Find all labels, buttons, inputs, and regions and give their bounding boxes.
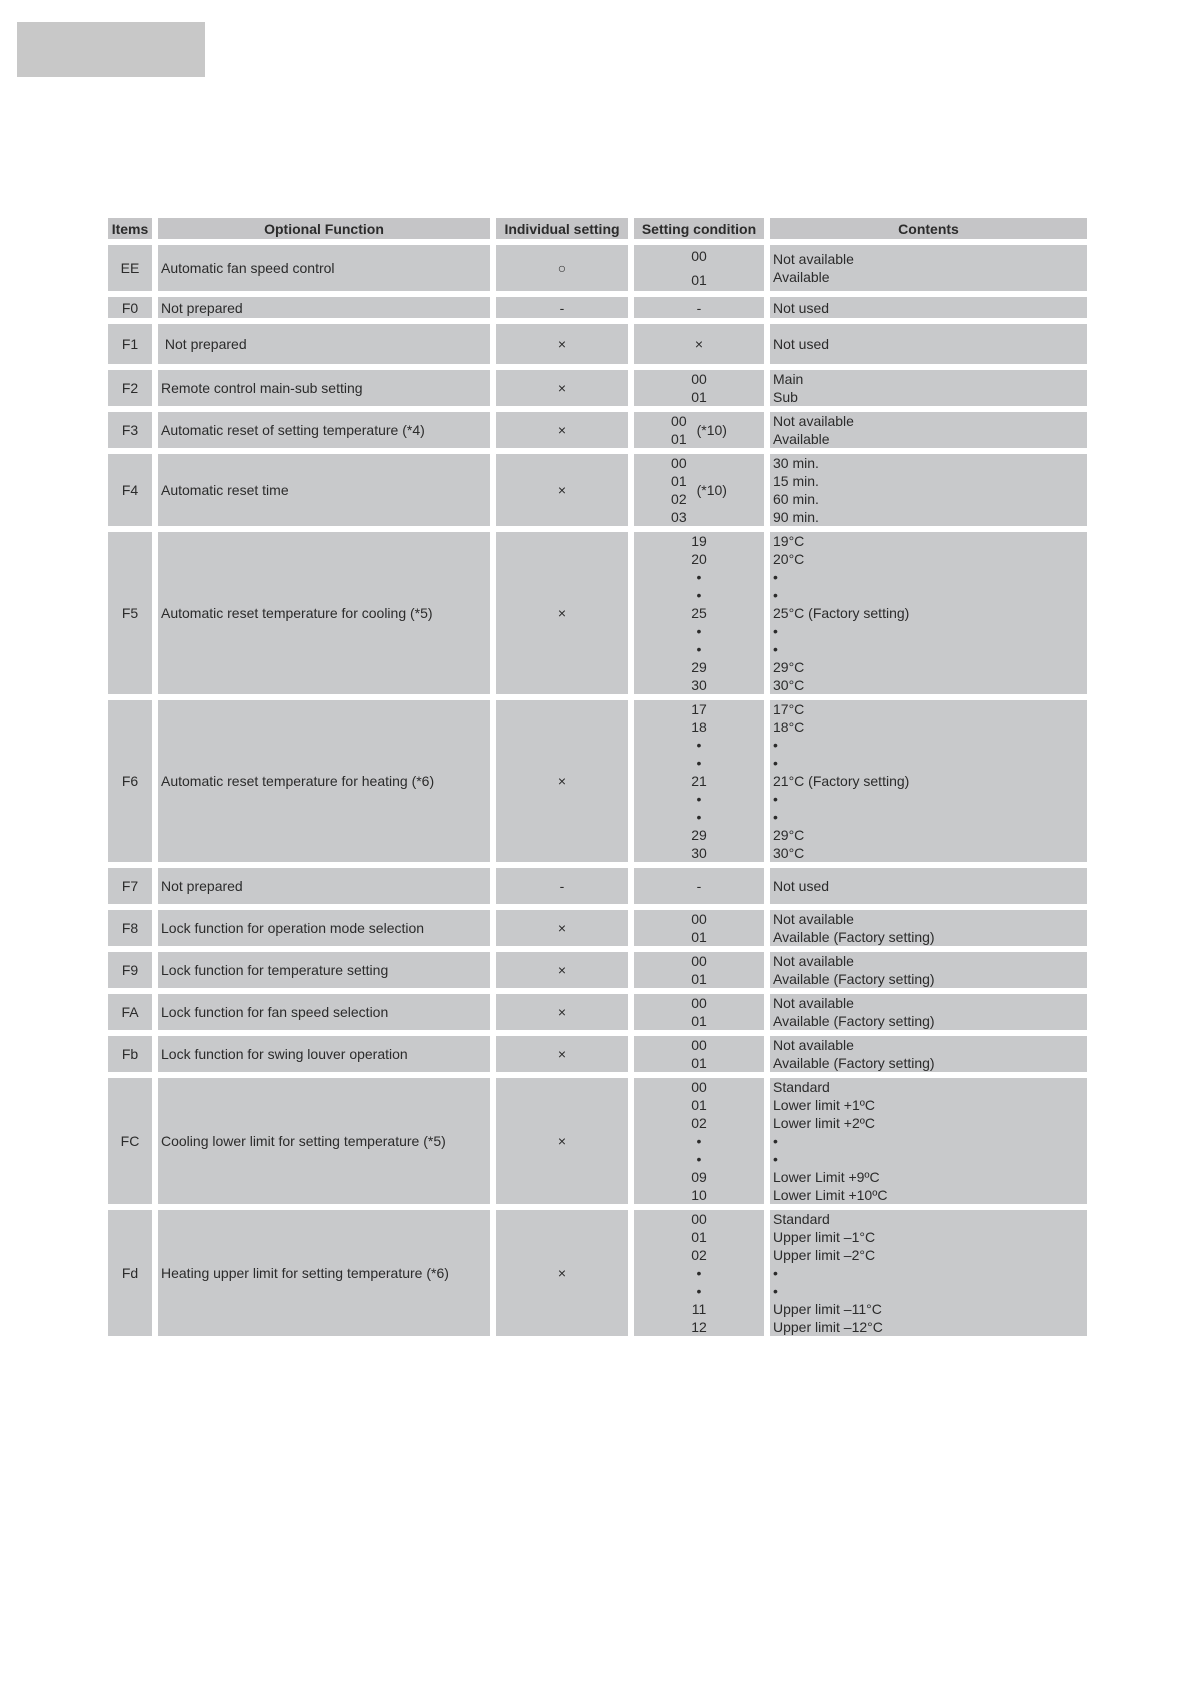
cell-individual-setting <box>496 910 628 946</box>
cell-line: Main <box>773 371 804 387</box>
cell-optional-function <box>158 868 490 904</box>
cell-line: 19°C <box>773 533 805 549</box>
cell-setting-condition <box>634 952 764 988</box>
cell-line: • <box>696 587 702 603</box>
cell-line: Sub <box>773 389 798 405</box>
cell-line: Available (Factory setting) <box>773 929 935 945</box>
cell-setting-condition <box>634 532 764 694</box>
cell-line: • <box>696 641 702 657</box>
cell-individual-setting <box>496 868 628 904</box>
cell-contents <box>770 297 1087 318</box>
cell-line: 02 <box>691 1247 707 1263</box>
cell-individual-setting <box>496 952 628 988</box>
cell-individual-setting <box>496 994 628 1030</box>
item-code: Fd <box>121 1265 139 1281</box>
cell-line: • <box>773 1265 778 1281</box>
cell-line: • <box>773 587 778 603</box>
cell-line: Upper limit –1°C <box>773 1229 876 1245</box>
cell-line: • <box>696 1283 702 1299</box>
cell-line: 20 <box>691 551 707 567</box>
item-code: F3 <box>121 422 139 438</box>
cell-item-code <box>108 952 152 988</box>
cell-setting-condition <box>634 454 764 526</box>
column-header-individual-setting: Individual setting <box>496 218 628 239</box>
cell-line: • <box>773 791 778 807</box>
cell-optional-function <box>158 324 490 364</box>
cell-line: • <box>773 1283 778 1299</box>
cell-contents <box>770 1078 1087 1204</box>
setting-footnote: (*10) <box>696 422 727 438</box>
cell-setting-condition <box>634 412 764 448</box>
cell-line: 00 <box>691 1037 707 1053</box>
cell-individual-setting <box>496 454 628 526</box>
cell-item-code <box>108 370 152 406</box>
item-code: F8 <box>121 920 139 936</box>
header-placeholder-box <box>17 22 205 77</box>
item-code: F1 <box>121 336 139 352</box>
cell-line: Lower Limit +10ºC <box>773 1187 888 1203</box>
cell-line: 01 <box>691 1055 707 1071</box>
cell-setting-condition <box>634 1210 764 1336</box>
cell-contents <box>770 412 1087 448</box>
cell-item-code <box>108 910 152 946</box>
cell-line: 30°C <box>773 677 805 693</box>
cell-line: 00 <box>691 1211 707 1227</box>
cell-individual-setting <box>496 700 628 862</box>
cell-line: Available (Factory setting) <box>773 1013 935 1029</box>
cell-line: • <box>696 791 702 807</box>
cell-contents <box>770 532 1087 694</box>
cell-line: 00 <box>691 953 707 969</box>
cell-line: 11 <box>691 1301 707 1317</box>
item-code: FC <box>120 1133 140 1149</box>
cell-line: • <box>696 623 702 639</box>
item-code: F7 <box>121 878 139 894</box>
cell-line: 01 <box>671 431 687 447</box>
function-label: Not prepared <box>161 878 243 894</box>
cell-individual-setting <box>496 532 628 694</box>
function-label: Lock function for swing louver operation <box>161 1046 408 1062</box>
cell-line: Available <box>773 431 830 447</box>
cell-line: • <box>696 809 702 825</box>
cell-line: • <box>773 623 778 639</box>
cell-optional-function <box>158 994 490 1030</box>
cell-line: • <box>773 1151 778 1167</box>
cell-line: 20°C <box>773 551 805 567</box>
function-label: Lock function for temperature setting <box>161 962 389 978</box>
individual-setting-mark: × <box>557 920 567 936</box>
cell-item-code <box>108 994 152 1030</box>
function-label: Lock function for operation mode selection <box>161 920 425 936</box>
cell-item-code <box>108 454 152 526</box>
function-label: Automatic reset temperature for heating (*6) <box>161 773 435 789</box>
cell-line: 19 <box>691 533 707 549</box>
function-label: Heating upper limit for setting temperature (*6) <box>161 1265 449 1281</box>
cell-line: Not available <box>773 1037 854 1053</box>
individual-setting-mark: × <box>557 962 567 978</box>
cell-line: 90 min. <box>773 509 819 525</box>
cell-line: Not used <box>773 299 830 316</box>
cell-line: • <box>773 641 778 657</box>
cell-individual-setting <box>496 245 628 291</box>
cell-line: Not available <box>773 413 854 429</box>
cell-line: • <box>696 569 702 585</box>
cell-line: 25°C (Factory setting) <box>773 605 910 621</box>
cell-line: 18 <box>691 719 707 735</box>
item-code: F5 <box>121 605 139 621</box>
cell-line: 01 <box>691 929 707 945</box>
item-code: F9 <box>121 962 139 978</box>
cell-contents <box>770 454 1087 526</box>
cell-line: 01 <box>671 473 687 489</box>
cell-line: Available <box>773 269 830 285</box>
cell-optional-function <box>158 532 490 694</box>
cell-optional-function <box>158 412 490 448</box>
cell-individual-setting <box>496 370 628 406</box>
cell-line: • <box>696 737 702 753</box>
function-label: Not prepared <box>161 299 243 316</box>
cell-line: Not used <box>773 336 830 352</box>
item-code: FA <box>121 1004 139 1020</box>
cell-contents <box>770 370 1087 406</box>
cell-line: • <box>773 737 778 753</box>
individual-setting-mark: × <box>557 380 567 396</box>
cell-optional-function <box>158 245 490 291</box>
cell-line: 01 <box>691 1229 707 1245</box>
individual-setting-mark: × <box>557 422 567 438</box>
individual-setting-mark: - <box>559 299 565 316</box>
cell-item-code <box>108 297 152 318</box>
cell-individual-setting <box>496 324 628 364</box>
cell-line: Standard <box>773 1079 830 1095</box>
function-label: Automatic reset temperature for cooling (*5) <box>161 605 433 621</box>
cell-line: - <box>696 299 702 316</box>
cell-line: 21°C (Factory setting) <box>773 773 910 789</box>
cell-line: 00 <box>691 248 707 264</box>
cell-item-code <box>108 1210 152 1336</box>
cell-item-code <box>108 324 152 364</box>
cell-line: 15 min. <box>773 473 819 489</box>
cell-line: • <box>696 755 702 771</box>
cell-line: 00 <box>671 455 687 471</box>
cell-item-code <box>108 245 152 291</box>
function-label: Remote control main-sub setting <box>161 380 363 396</box>
function-label: Automatic reset time <box>161 482 289 498</box>
cell-line: • <box>696 1151 702 1167</box>
cell-optional-function <box>158 1210 490 1336</box>
cell-item-code <box>108 1078 152 1204</box>
cell-line: Available (Factory setting) <box>773 971 935 987</box>
column-header-setting-condition: Setting condition <box>634 218 764 239</box>
cell-individual-setting <box>496 412 628 448</box>
cell-item-code <box>108 868 152 904</box>
cell-setting-condition <box>634 1078 764 1204</box>
cell-line: 00 <box>691 1079 707 1095</box>
function-label: Cooling lower limit for setting temperature (*5) <box>161 1133 446 1149</box>
cell-line: 30 <box>691 677 707 693</box>
cell-line: Standard <box>773 1211 830 1227</box>
setting-footnote: (*10) <box>696 482 727 498</box>
cell-setting-condition <box>634 700 764 862</box>
cell-line: 17°C <box>773 701 805 717</box>
cell-line: 00 <box>691 995 707 1011</box>
function-label: Lock function for fan speed selection <box>161 1004 389 1020</box>
item-code: F4 <box>121 482 139 498</box>
individual-setting-mark: × <box>557 1133 567 1149</box>
cell-line: 00 <box>691 911 707 927</box>
cell-line: Not available <box>773 911 854 927</box>
column-header-contents: Contents <box>770 218 1087 239</box>
cell-setting-condition <box>634 910 764 946</box>
cell-line: 25 <box>691 605 707 621</box>
cell-line: 03 <box>671 509 687 525</box>
item-code: Fb <box>121 1046 139 1062</box>
cell-line: 00 <box>671 413 687 429</box>
column-header-optional-function: Optional Function <box>158 218 490 239</box>
individual-setting-mark: × <box>557 482 567 498</box>
cell-optional-function <box>158 454 490 526</box>
cell-line: - <box>696 878 702 894</box>
cell-line: 30 <box>691 845 707 861</box>
item-code: EE <box>120 260 140 276</box>
cell-contents <box>770 994 1087 1030</box>
cell-line: • <box>773 569 778 585</box>
cell-contents <box>770 1036 1087 1072</box>
cell-contents <box>770 868 1087 904</box>
function-label: Not prepared <box>161 336 247 352</box>
cell-line: 10 <box>691 1187 707 1203</box>
cell-line: 12 <box>691 1319 707 1335</box>
cell-line: × <box>694 336 704 352</box>
cell-line: Upper limit –2°C <box>773 1247 876 1263</box>
individual-setting-mark: × <box>557 605 567 621</box>
cell-line: • <box>773 1133 778 1149</box>
individual-setting-mark: × <box>557 1004 567 1020</box>
cell-line: Lower Limit +9ºC <box>773 1169 880 1185</box>
cell-optional-function <box>158 910 490 946</box>
cell-setting-condition <box>634 324 764 364</box>
cell-individual-setting <box>496 1078 628 1204</box>
cell-line: 29°C <box>773 659 805 675</box>
cell-optional-function <box>158 1036 490 1072</box>
cell-optional-function <box>158 1078 490 1204</box>
function-label: Automatic fan speed control <box>161 260 335 276</box>
cell-line: Not available <box>773 953 854 969</box>
individual-setting-mark: × <box>557 1046 567 1062</box>
cell-item-code <box>108 700 152 862</box>
cell-line: 29 <box>691 827 707 843</box>
cell-contents <box>770 324 1087 364</box>
cell-setting-condition <box>634 868 764 904</box>
cell-individual-setting <box>496 1210 628 1336</box>
item-code: F0 <box>121 299 139 316</box>
cell-line: 02 <box>671 491 687 507</box>
item-code: F6 <box>121 773 139 789</box>
cell-line: • <box>696 1265 702 1281</box>
column-header-items: Items <box>108 218 152 239</box>
cell-optional-function <box>158 370 490 406</box>
individual-setting-mark: ○ <box>557 260 567 276</box>
cell-line: • <box>773 809 778 825</box>
cell-line: 29°C <box>773 827 805 843</box>
individual-setting-mark: - <box>559 878 565 894</box>
cell-contents <box>770 952 1087 988</box>
cell-line: Lower limit +1ºC <box>773 1097 875 1113</box>
cell-line: Not used <box>773 878 830 894</box>
cell-line: 30°C <box>773 845 805 861</box>
individual-setting-mark: × <box>557 1265 567 1281</box>
function-label: Automatic reset of setting temperature (*4) <box>161 422 425 438</box>
cell-line: 01 <box>691 1097 707 1113</box>
cell-optional-function <box>158 952 490 988</box>
cell-optional-function <box>158 297 490 318</box>
individual-setting-mark: × <box>557 336 567 352</box>
cell-line: Upper limit –12°C <box>773 1319 883 1335</box>
cell-contents <box>770 245 1087 291</box>
cell-line: 30 min. <box>773 455 819 471</box>
cell-line: • <box>696 1133 702 1149</box>
cell-item-code <box>108 1036 152 1072</box>
cell-contents <box>770 910 1087 946</box>
cell-line: 02 <box>691 1115 707 1131</box>
cell-setting-condition <box>634 297 764 318</box>
cell-line: 29 <box>691 659 707 675</box>
cell-individual-setting <box>496 1036 628 1072</box>
cell-line: 01 <box>691 1013 707 1029</box>
item-code: F2 <box>121 380 139 396</box>
cell-line: 17 <box>691 701 707 717</box>
cell-line: Available (Factory setting) <box>773 1055 935 1071</box>
cell-item-code <box>108 532 152 694</box>
cell-individual-setting <box>496 297 628 318</box>
cell-line: 21 <box>691 773 707 789</box>
cell-setting-condition <box>634 1036 764 1072</box>
optional-function-table <box>108 218 1087 1336</box>
cell-contents <box>770 1210 1087 1336</box>
cell-line: Not available <box>773 251 854 267</box>
cell-setting-condition <box>634 245 764 291</box>
cell-line: Not available <box>773 995 854 1011</box>
cell-setting-condition <box>634 994 764 1030</box>
cell-line: 18°C <box>773 719 805 735</box>
cell-line: • <box>773 755 778 771</box>
cell-item-code <box>108 412 152 448</box>
cell-line: 00 <box>691 371 707 387</box>
cell-line: 09 <box>691 1169 707 1185</box>
cell-line: 01 <box>691 971 707 987</box>
individual-setting-mark: × <box>557 773 567 789</box>
cell-line: Lower limit +2ºC <box>773 1115 875 1131</box>
cell-line: 01 <box>691 389 707 405</box>
cell-line: Upper limit –11°C <box>773 1301 882 1317</box>
cell-setting-condition <box>634 370 764 406</box>
cell-line: 01 <box>691 272 707 288</box>
cell-contents <box>770 700 1087 862</box>
cell-line: 60 min. <box>773 491 819 507</box>
cell-optional-function <box>158 700 490 862</box>
